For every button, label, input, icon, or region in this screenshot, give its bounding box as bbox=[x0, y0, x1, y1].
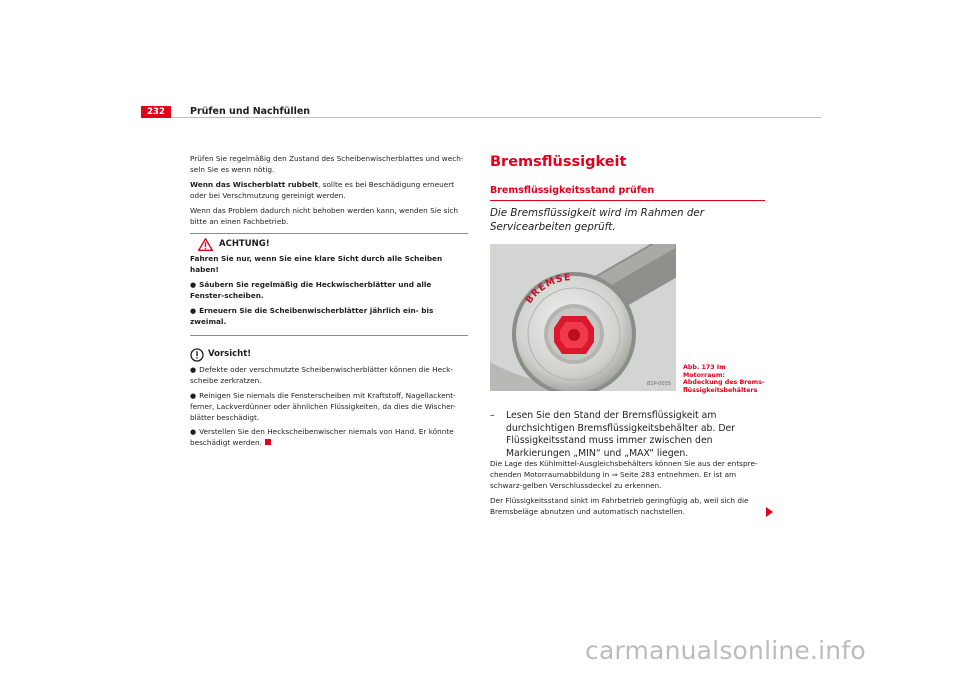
workshop-paragraph: Wenn das Problem dadurch nicht behoben werden kann, wenden Sie sich bitte an einen Fachbetrieb. bbox=[190, 205, 459, 226]
page-number: 232 bbox=[141, 106, 171, 118]
step-text: Lesen Sie den Stand der Bremsflüssigkeit am durchsichtigen Bremsflüssigkeitsbehälter ab. Der Flüssigkeitsstand muss immer zwischen den Markierungen „MIN“ und „MAX“ liegen. bbox=[506, 410, 736, 459]
wiper-rubbing-paragraph bbox=[190, 180, 468, 202]
brake-fluid-cap-illustration bbox=[490, 244, 676, 391]
subsection-rule bbox=[490, 200, 765, 201]
intro-text: Die Bremsflüssigkeit wird im Rahmen der Servicearbeiten geprüft. bbox=[490, 207, 704, 233]
warning-title: ACHTUNG! bbox=[219, 238, 270, 249]
right-paragraphs bbox=[490, 459, 768, 522]
warning-box bbox=[190, 233, 468, 335]
bullet-icon: ● bbox=[190, 428, 197, 437]
bullet-icon: ● bbox=[190, 365, 197, 374]
bullet-icon: ● bbox=[190, 307, 197, 316]
caution-item: ● Defekte oder verschmutzte Scheibenwischerblätter können die Heck-scheibe zerkratzen. bbox=[190, 364, 453, 385]
section-title: Bremsflüssigkeit bbox=[490, 154, 627, 170]
bullet-icon: ● bbox=[190, 391, 197, 400]
fluid-level-paragraph: Der Flüssigkeitsstand sinkt im Fahrbetrieb geringfügig ab, weil sich die Bremsbeläge abnutzen und automatisch nachstellen. bbox=[490, 495, 749, 516]
warning-header bbox=[190, 236, 468, 252]
warning-item: ● Erneuern Sie die Scheibenwischerblätter jährlich ein- bis zweimal. bbox=[190, 306, 434, 326]
caution-item: ● Verstellen Sie den Heckscheibenwischer niemals von Hand. Er könnte beschädigt werden. bbox=[190, 427, 454, 448]
caution-title: Vorsicht! bbox=[208, 349, 252, 360]
continue-arrow-icon bbox=[766, 507, 773, 517]
brake-fluid-cap-figure bbox=[490, 244, 676, 391]
caution-item: ● Reinigen Sie niemals die Fensterscheiben mit Kraftstoff, Nagellackent-ferner, Lackverdünner oder ähnlichen Flüssigkeiten, da dies die Wischer-blätter beschädigt. bbox=[190, 390, 456, 422]
warning-body bbox=[190, 254, 468, 327]
instruction-step bbox=[490, 410, 765, 460]
section-end-marker-icon bbox=[265, 439, 271, 445]
bullet-icon: ● bbox=[190, 281, 197, 290]
caution-exclamation-icon bbox=[190, 348, 204, 362]
watermark: carmanualsonline.info bbox=[585, 636, 866, 665]
subsection-title: Bremsflüssigkeitsstand prüfen bbox=[490, 185, 655, 196]
figure-caption: Abb. 173 Im Motorraum: Abdeckung des Brems- flüssigkeitsbehälters bbox=[683, 364, 765, 394]
reservoir-location-paragraph: Die Lage des Kühlmittel-Ausgleichsbehälters können Sie aus der entspre-chenden Motorraumabbildung in ⇒ Seite 283 entnehmen. Er ist am schwarz-gelben Verschlussdeckel zu erkennen. bbox=[490, 459, 758, 490]
warning-triangle-icon bbox=[198, 238, 213, 251]
wiper-rubbing-text: , sollte es bei Beschädigung erneuert oder bei Verschmutzung gereinigt werden. bbox=[190, 179, 455, 200]
figure-code: B1P-0035 bbox=[646, 381, 671, 387]
caution-header bbox=[190, 348, 468, 362]
wiper-check-paragraph: Prüfen Sie regelmäßig den Zustand des Scheibenwischerblattes und wech-seln Sie es wenn nötig. bbox=[190, 154, 464, 174]
left-column bbox=[190, 154, 468, 453]
warning-item: ● Säubern Sie regelmäßig die Heckwischerblätter und alle Fenster-scheiben. bbox=[190, 280, 432, 301]
wiper-rubbing-lead: Wenn das Wischerblatt rubbelt bbox=[190, 179, 319, 189]
chapter-title: Prüfen und Nachfüllen bbox=[190, 106, 311, 117]
cap-embossed-text: BREMSE bbox=[523, 271, 573, 306]
warning-lead: Fahren Sie nur, wenn Sie eine klare Sicht durch alle Scheiben haben! bbox=[190, 254, 443, 275]
step-dash: – bbox=[490, 410, 495, 421]
